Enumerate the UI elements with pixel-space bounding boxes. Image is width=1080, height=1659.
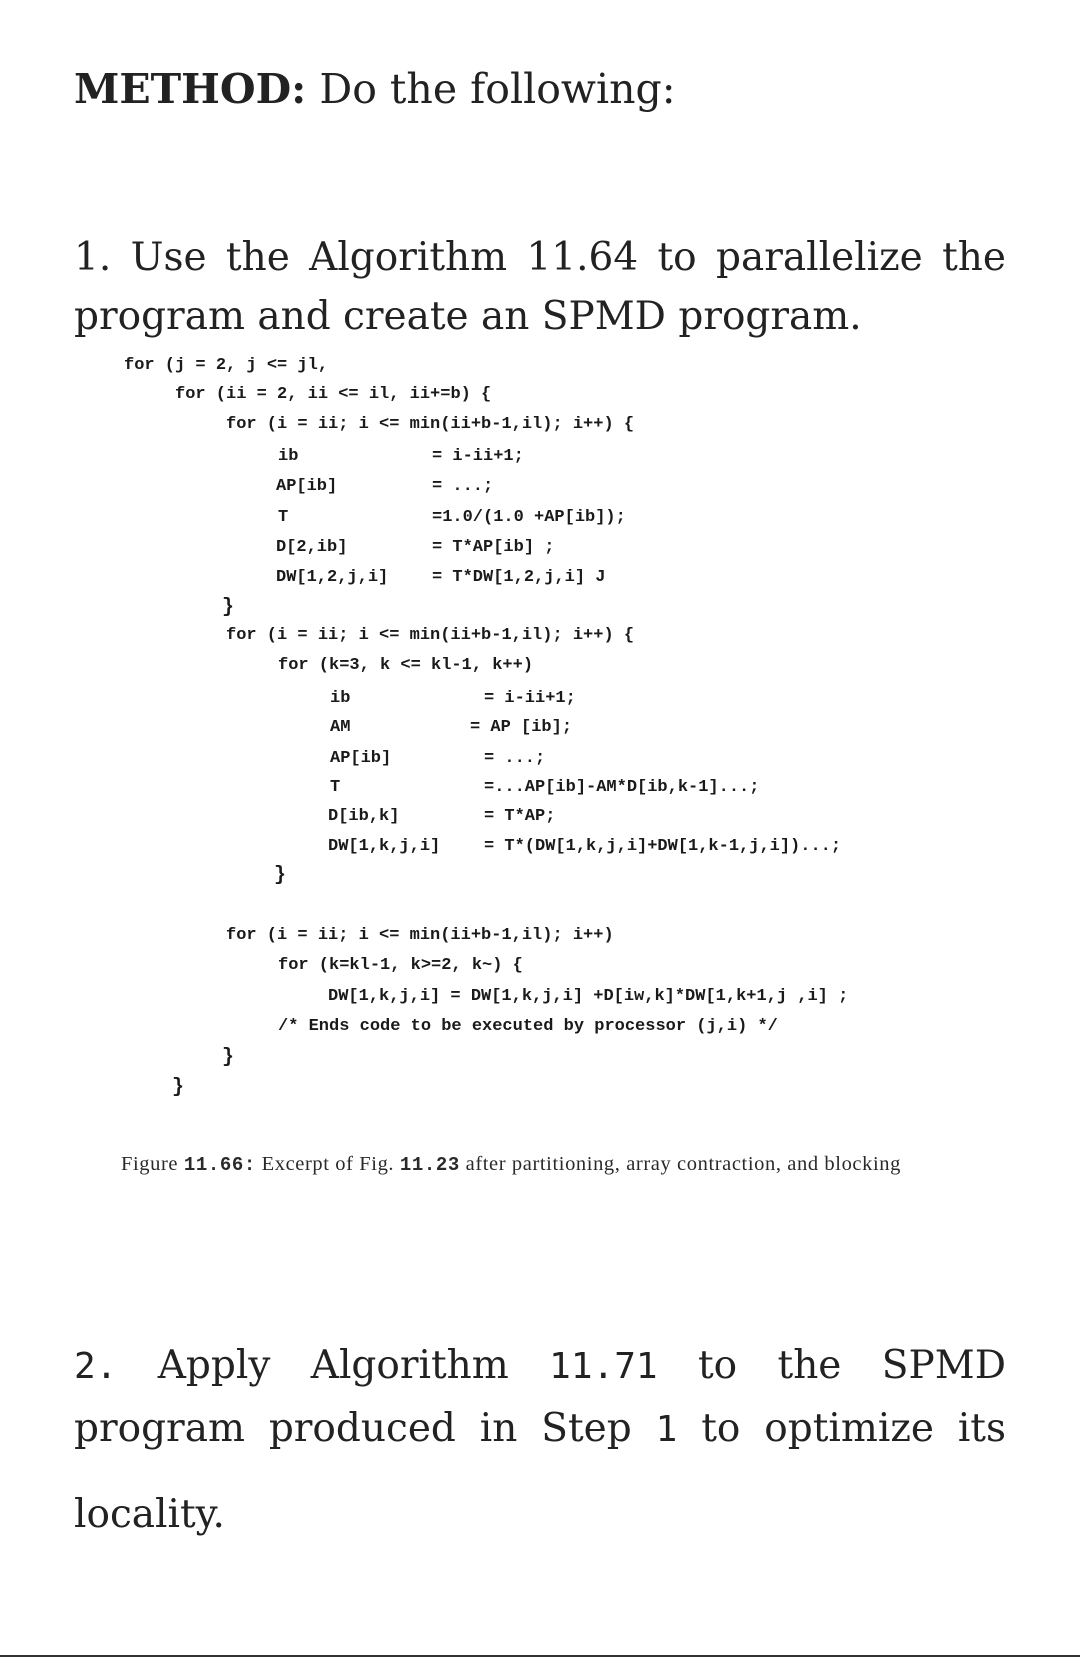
code-brace: }: [172, 1076, 185, 1099]
method-label: METHOD:: [74, 65, 307, 113]
step-2-word: to: [697, 1343, 738, 1388]
code-line: = AP [ib];: [470, 718, 573, 737]
code-line: for (ii = 2, ii <= il, ii+=b) {: [175, 385, 492, 404]
step-2-tail: locality.: [74, 1492, 225, 1537]
code-line: =...AP[ib]-AM*D[ib,k-1]...;: [484, 778, 760, 797]
caption-figure-number: 11.66:: [183, 1154, 256, 1176]
code-line: =1.0/(1.0 +AP[ib]);: [432, 508, 626, 527]
figure-caption: [121, 1148, 971, 1182]
code-line: for (i = ii; i <= min(ii+b-1,il); i++) {: [226, 415, 635, 434]
code-line: = ...;: [432, 477, 494, 496]
step-1-paragraph: [74, 228, 1006, 346]
code-brace: }: [222, 596, 235, 619]
code-line: = T*AP[ib] ;: [432, 538, 555, 557]
caption-text-1: Excerpt of Fig.: [261, 1153, 395, 1175]
code-line: = i-ii+1;: [484, 689, 576, 708]
step-1-line-2: program and create an SPMD program.: [74, 294, 862, 339]
step-2-paragraph: [74, 1335, 1006, 1461]
method-text: Do the following:: [319, 65, 676, 113]
code-line: = ...;: [484, 749, 546, 768]
code-line: T: [330, 778, 341, 797]
code-line: = i-ii+1;: [432, 447, 524, 466]
code-line: D[2,ib]: [276, 538, 348, 557]
step-2-line-2a: program produced in Step: [74, 1406, 632, 1451]
step-2-word: the: [777, 1343, 842, 1388]
code-line: T: [278, 508, 289, 527]
step-2-line-2b: to optimize its: [701, 1406, 1006, 1451]
step-2-number: 2.: [74, 1346, 118, 1387]
step-2-algorithm-number: 11.71: [549, 1346, 658, 1387]
code-line: DW[1,2,j,i]: [276, 568, 389, 587]
code-line: = T*DW[1,2,j,i] J: [432, 568, 606, 587]
bottom-divider: [0, 1655, 1080, 1657]
code-line: ib: [278, 447, 299, 466]
caption-reference-number: 11.23: [399, 1154, 460, 1176]
code-line: AP[ib]: [330, 749, 392, 768]
caption-prefix: Figure: [121, 1153, 179, 1175]
code-line: DW[1,k,j,i] = DW[1,k,j,i] +D[iw,k]*DW[1,k+1,j ,i] ;: [328, 987, 849, 1006]
code-line: DW[1,k,j,i]: [328, 837, 441, 856]
code-brace: }: [274, 864, 287, 887]
step-2-word: Apply: [157, 1343, 271, 1388]
code-line: = T*(DW[1,k,j,i]+DW[1,k-1,j,i])...;: [484, 837, 842, 856]
caption-text-2: after partitioning, array contraction, and blocking: [465, 1153, 901, 1175]
step-2-step-number: 1: [655, 1409, 678, 1450]
step-2-word: SPMD: [881, 1343, 1006, 1388]
code-line: for (i = ii; i <= min(ii+b-1,il); i++): [226, 926, 614, 945]
code-brace: }: [222, 1046, 235, 1069]
code-line: for (j = 2, j <= jl,: [124, 356, 329, 375]
code-line: for (i = ii; i <= min(ii+b-1,il); i++) {: [226, 626, 635, 645]
code-line: AM: [330, 718, 351, 737]
step-1-line-1: 1. Use the Algorithm 11.64 to parallelize the: [74, 235, 1006, 280]
code-line: ib: [330, 689, 351, 708]
step-2-word: Algorithm: [310, 1343, 509, 1388]
method-heading: [74, 62, 676, 116]
code-line: for (k=3, k <= kl-1, k++): [278, 656, 534, 675]
code-line: for (k=kl-1, k>=2, k~) {: [278, 956, 523, 975]
code-line: /* Ends code to be executed by processor (j,i) */: [278, 1017, 778, 1036]
code-line: AP[ib]: [276, 477, 338, 496]
code-line: = T*AP;: [484, 807, 556, 826]
code-line: D[ib,k]: [328, 807, 400, 826]
